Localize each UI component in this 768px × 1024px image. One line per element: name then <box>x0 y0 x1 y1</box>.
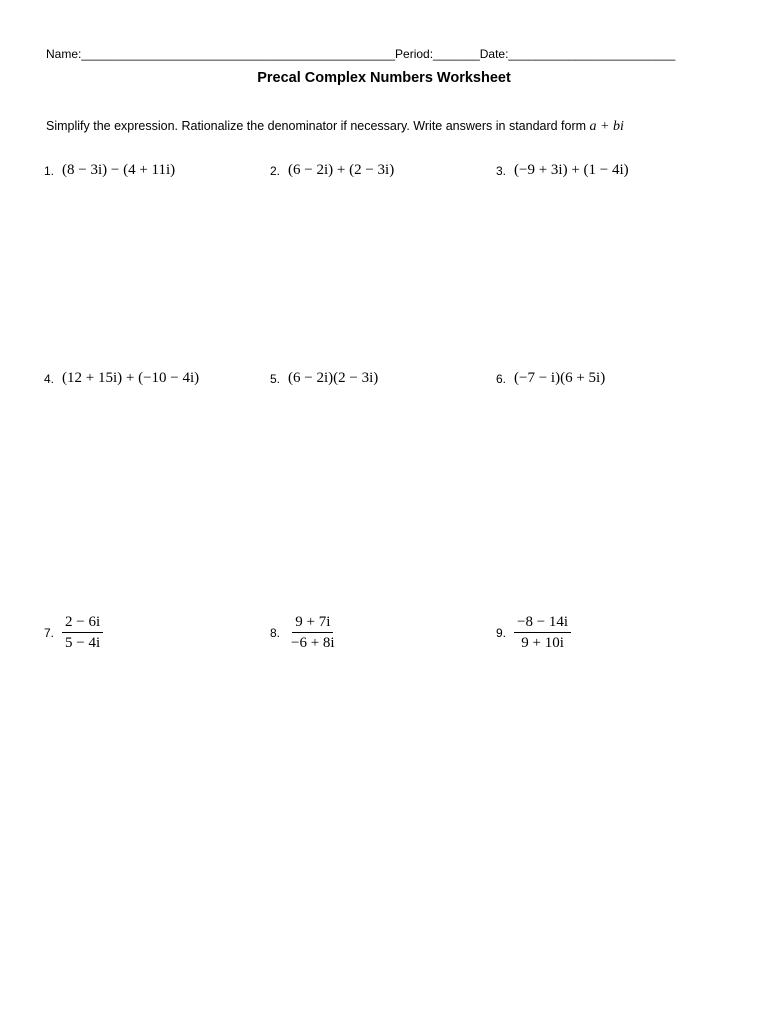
problem-expression: (6 − 2i) + (2 − 3i) <box>288 162 395 178</box>
problem-4 <box>44 370 199 387</box>
numerator: 9 + 7i <box>292 614 333 633</box>
numerator: −8 − 14i <box>514 614 571 633</box>
name-period-date-line: Name:_______________________________________________Period:_______Date:_________________________ <box>46 47 676 61</box>
problem-expression: (8 − 3i) − (4 + 11i) <box>62 162 176 178</box>
problem-number: 7. <box>44 626 55 640</box>
problem-9 <box>496 614 571 652</box>
problem-number: 5. <box>270 371 281 386</box>
problem-expression: (−7 − i)(6 + 5i) <box>514 370 606 386</box>
fraction <box>288 614 338 652</box>
problem-expression: (−9 + 3i) + (1 − 4i) <box>514 162 629 178</box>
problem-number: 9. <box>496 626 507 640</box>
problem-number: 3. <box>496 163 507 178</box>
problem-3 <box>496 162 629 179</box>
standard-form: a + bi <box>589 119 624 134</box>
problem-6 <box>496 370 605 387</box>
problem-expression: (12 + 15i) + (−10 − 4i) <box>62 370 200 386</box>
problem-1 <box>44 162 175 179</box>
problem-expression: (6 − 2i)(2 − 3i) <box>288 370 379 386</box>
problem-7 <box>44 614 103 652</box>
fraction <box>514 614 571 652</box>
denominator: 5 − 4i <box>65 635 101 651</box>
problem-number: 8. <box>270 626 281 640</box>
problem-8 <box>270 614 338 652</box>
fraction <box>62 614 103 652</box>
instructions-text: Simplify the expression. Rationalize the denominator if necessary. Write answers in standard form <box>46 119 590 133</box>
problem-2 <box>270 162 394 179</box>
denominator: 9 + 10i <box>521 635 564 651</box>
problem-number: 2. <box>270 163 281 178</box>
problem-number: 6. <box>496 371 507 386</box>
numerator: 2 − 6i <box>62 614 103 633</box>
problem-number: 4. <box>44 371 55 386</box>
problem-5 <box>270 370 378 387</box>
problem-number: 1. <box>44 163 55 178</box>
denominator: −6 + 8i <box>291 635 335 651</box>
page-title: Precal Complex Numbers Worksheet <box>257 70 511 86</box>
instructions <box>46 119 726 135</box>
